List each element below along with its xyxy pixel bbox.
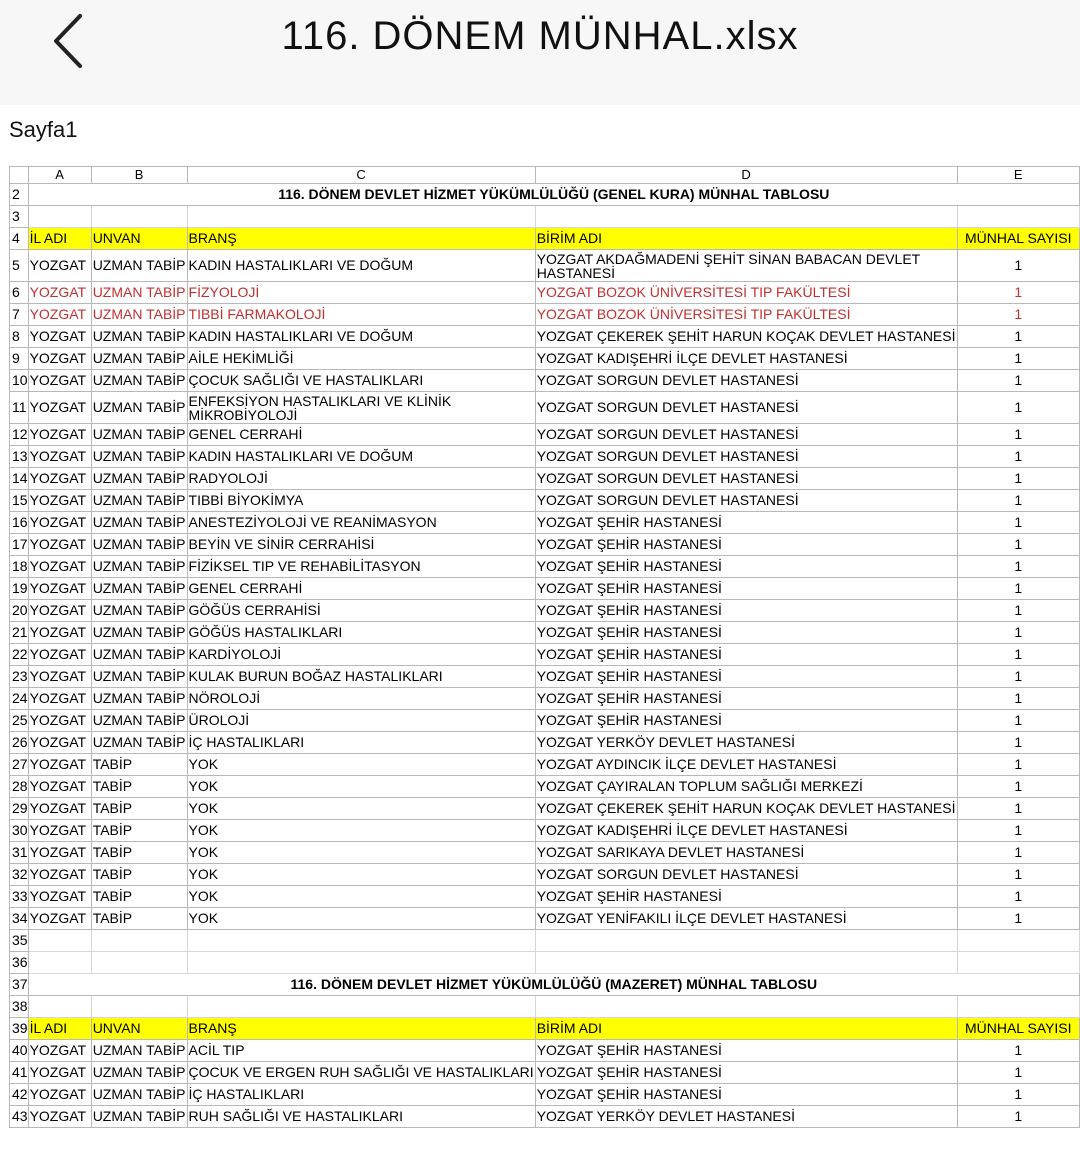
cell-munhal-sayisi[interactable]: 1 [957, 710, 1080, 732]
column-title-cell[interactable]: MÜNHAL SAYISI [957, 1018, 1080, 1040]
row-number[interactable]: 32 [10, 864, 29, 886]
cell-brans[interactable]: YOK [187, 820, 535, 842]
cell-unvan[interactable]: TABİP [91, 820, 187, 842]
cell-il-adi[interactable]: YOZGAT [28, 304, 91, 326]
cell-unvan[interactable]: UZMAN TABİP [91, 392, 187, 424]
row-number[interactable]: 9 [10, 348, 29, 370]
cell-birim-adi[interactable]: YOZGAT ŞEHİR HASTANESİ [535, 644, 957, 666]
cell-birim-adi[interactable]: YOZGAT SORGUN DEVLET HASTANESİ [535, 392, 957, 424]
cell-munhal-sayisi[interactable]: 1 [957, 556, 1080, 578]
cell-munhal-sayisi[interactable]: 1 [957, 688, 1080, 710]
row-number[interactable]: 41 [10, 1062, 29, 1084]
cell-unvan[interactable]: UZMAN TABİP [91, 732, 187, 754]
row-number[interactable]: 25 [10, 710, 29, 732]
cell-brans[interactable]: ENFEKSİYON HASTALIKLARI VE KLİNİK MİKROBİYOLOJİ [187, 392, 535, 424]
cell-birim-adi[interactable]: YOZGAT SORGUN DEVLET HASTANESİ [535, 370, 957, 392]
cell-brans[interactable]: GÖĞÜS HASTALIKLARI [187, 622, 535, 644]
cell-birim-adi[interactable]: YOZGAT BOZOK ÜNİVERSİTESİ TIP FAKÜLTESİ [535, 282, 957, 304]
cell-munhal-sayisi[interactable]: 1 [957, 864, 1080, 886]
cell-il-adi[interactable]: YOZGAT [28, 842, 91, 864]
row-number[interactable]: 24 [10, 688, 29, 710]
cell-munhal-sayisi[interactable]: 1 [957, 886, 1080, 908]
table-row [10, 578, 1080, 600]
cell-il-adi[interactable]: YOZGAT [28, 710, 91, 732]
cell-birim-adi[interactable]: YOZGAT ŞEHİR HASTANESİ [535, 622, 957, 644]
cell-munhal-sayisi[interactable]: 1 [957, 666, 1080, 688]
empty-cell[interactable] [28, 930, 91, 952]
cell-birim-adi[interactable]: YOZGAT ŞEHİR HASTANESİ [535, 600, 957, 622]
empty-cell[interactable] [957, 996, 1080, 1018]
cell-brans[interactable]: YOK [187, 798, 535, 820]
table-row [10, 1062, 1080, 1084]
table-row [10, 710, 1080, 732]
cell-munhal-sayisi[interactable]: 1 [957, 392, 1080, 424]
empty-cell[interactable] [187, 206, 535, 228]
header-row [10, 1018, 1080, 1040]
cell-birim-adi[interactable]: YOZGAT SARIKAYA DEVLET HASTANESİ [535, 842, 957, 864]
empty-cell[interactable] [535, 952, 957, 974]
table-row [10, 556, 1080, 578]
cell-munhal-sayisi[interactable]: 1 [957, 446, 1080, 468]
row-number[interactable]: 19 [10, 578, 29, 600]
row-number[interactable]: 26 [10, 732, 29, 754]
cell-brans[interactable]: ÇOCUK VE ERGEN RUH SAĞLIĞI VE HASTALIKLARI [187, 1062, 535, 1084]
cell-unvan[interactable]: TABİP [91, 798, 187, 820]
cell-brans[interactable]: RADYOLOJİ [187, 468, 535, 490]
row-number[interactable]: 30 [10, 820, 29, 842]
cell-brans[interactable]: KADIN HASTALIKLARI VE DOĞUM [187, 446, 535, 468]
row-number[interactable]: 5 [10, 250, 29, 282]
cell-brans[interactable]: TIBBİ FARMAKOLOJİ [187, 304, 535, 326]
table-row [10, 304, 1080, 326]
cell-il-adi[interactable]: YOZGAT [28, 1084, 91, 1106]
table-row [10, 468, 1080, 490]
column-header[interactable]: B [91, 167, 187, 184]
cell-birim-adi[interactable]: YOZGAT ŞEHİR HASTANESİ [535, 1062, 957, 1084]
cell-il-adi[interactable]: YOZGAT [28, 370, 91, 392]
cell-il-adi[interactable]: YOZGAT [28, 798, 91, 820]
row-number[interactable]: 18 [10, 556, 29, 578]
table-row [10, 534, 1080, 556]
cell-munhal-sayisi[interactable]: 1 [957, 776, 1080, 798]
empty-cell[interactable] [187, 996, 535, 1018]
corner-cell [10, 167, 29, 184]
cell-unvan[interactable]: UZMAN TABİP [91, 600, 187, 622]
empty-cell[interactable] [957, 952, 1080, 974]
cell-brans[interactable]: AİLE HEKİMLİĞİ [187, 348, 535, 370]
header-row [10, 228, 1080, 250]
empty-cell[interactable] [91, 996, 187, 1018]
cell-unvan[interactable]: UZMAN TABİP [91, 1040, 187, 1062]
empty-cell[interactable] [535, 996, 957, 1018]
cell-munhal-sayisi[interactable]: 1 [957, 1106, 1080, 1128]
cell-birim-adi[interactable]: YOZGAT KADIŞEHRİ İLÇE DEVLET HASTANESİ [535, 348, 957, 370]
cell-il-adi[interactable]: YOZGAT [28, 250, 91, 282]
cell-il-adi[interactable]: YOZGAT [28, 600, 91, 622]
cell-unvan[interactable]: UZMAN TABİP [91, 622, 187, 644]
cell-unvan[interactable]: UZMAN TABİP [91, 512, 187, 534]
cell-birim-adi[interactable]: YOZGAT AKDAĞMADENİ ŞEHİT SİNAN BABACAN DEVLET HASTANESİ [535, 250, 957, 282]
cell-il-adi[interactable]: YOZGAT [28, 392, 91, 424]
cell-munhal-sayisi[interactable]: 1 [957, 732, 1080, 754]
row-number[interactable]: 17 [10, 534, 29, 556]
cell-munhal-sayisi[interactable]: 1 [957, 1062, 1080, 1084]
cell-il-adi[interactable]: YOZGAT [28, 1040, 91, 1062]
cell-brans[interactable]: ÇOCUK SAĞLIĞI VE HASTALIKLARI [187, 370, 535, 392]
cell-il-adi[interactable]: YOZGAT [28, 446, 91, 468]
table-title-row [10, 974, 1080, 996]
cell-munhal-sayisi[interactable]: 1 [957, 842, 1080, 864]
spreadsheet-grid[interactable] [9, 166, 1080, 1128]
cell-brans[interactable]: FİZYOLOJİ [187, 282, 535, 304]
row-number[interactable]: 23 [10, 666, 29, 688]
row-number[interactable]: 29 [10, 798, 29, 820]
cell-brans[interactable]: NÖROLOJİ [187, 688, 535, 710]
column-title-cell[interactable]: BİRİM ADI [535, 228, 957, 250]
cell-unvan[interactable]: UZMAN TABİP [91, 326, 187, 348]
table-row [10, 282, 1080, 304]
cell-il-adi[interactable]: YOZGAT [28, 886, 91, 908]
empty-cell[interactable] [535, 206, 957, 228]
table-row [10, 1040, 1080, 1062]
cell-birim-adi[interactable]: YOZGAT ÇAYIRALAN TOPLUM SAĞLIĞI MERKEZİ [535, 776, 957, 798]
cell-il-adi[interactable]: YOZGAT [28, 732, 91, 754]
row-number[interactable]: 31 [10, 842, 29, 864]
cell-brans[interactable]: FİZİKSEL TIP VE REHABİLİTASYON [187, 556, 535, 578]
cell-birim-adi[interactable]: YOZGAT ÇEKEREK ŞEHİT HARUN KOÇAK DEVLET HASTANESİ [535, 798, 957, 820]
cell-brans[interactable]: YOK [187, 842, 535, 864]
row-number[interactable]: 7 [10, 304, 29, 326]
sheet-tab-label[interactable]: Sayfa1 [9, 117, 78, 142]
table-row [10, 754, 1080, 776]
cell-birim-adi[interactable]: YOZGAT ŞEHİR HASTANESİ [535, 688, 957, 710]
column-header[interactable]: E [957, 167, 1080, 184]
empty-cell[interactable] [91, 952, 187, 974]
table-row [10, 446, 1080, 468]
column-title-cell[interactable]: UNVAN [91, 1018, 187, 1040]
cell-unvan[interactable]: UZMAN TABİP [91, 250, 187, 282]
row-number[interactable]: 43 [10, 1106, 29, 1128]
table-row [10, 864, 1080, 886]
cell-il-adi[interactable]: YOZGAT [28, 908, 91, 930]
cell-brans[interactable]: KADIN HASTALIKLARI VE DOĞUM [187, 326, 535, 348]
cell-birim-adi[interactable]: YOZGAT SORGUN DEVLET HASTANESİ [535, 424, 957, 446]
table-title-row [10, 184, 1080, 206]
cell-il-adi[interactable]: YOZGAT [28, 326, 91, 348]
cell-brans[interactable]: KARDİYOLOJİ [187, 644, 535, 666]
top-app-bar [0, 0, 1080, 105]
cell-birim-adi[interactable]: YOZGAT SORGUN DEVLET HASTANESİ [535, 446, 957, 468]
cell-il-adi[interactable]: YOZGAT [28, 534, 91, 556]
row-number[interactable]: 37 [10, 974, 29, 996]
empty-cell[interactable] [28, 206, 91, 228]
column-header[interactable]: C [187, 167, 535, 184]
cell-birim-adi[interactable]: YOZGAT BOZOK ÜNİVERSİTESİ TIP FAKÜLTESİ [535, 304, 957, 326]
cell-il-adi[interactable]: YOZGAT [28, 490, 91, 512]
cell-birim-adi[interactable]: YOZGAT SORGUN DEVLET HASTANESİ [535, 468, 957, 490]
table-row [10, 842, 1080, 864]
cell-munhal-sayisi[interactable]: 1 [957, 468, 1080, 490]
row-number[interactable]: 34 [10, 908, 29, 930]
column-title-cell[interactable]: İL ADI [28, 1018, 91, 1040]
cell-brans[interactable]: RUH SAĞLIĞI VE HASTALIKLARI [187, 1106, 535, 1128]
table-row [10, 776, 1080, 798]
cell-brans[interactable]: İÇ HASTALIKLARI [187, 732, 535, 754]
row-number[interactable]: 14 [10, 468, 29, 490]
cell-brans[interactable]: KADIN HASTALIKLARI VE DOĞUM [187, 250, 535, 282]
cell-unvan[interactable]: UZMAN TABİP [91, 446, 187, 468]
cell-il-adi[interactable]: YOZGAT [28, 754, 91, 776]
cell-munhal-sayisi[interactable]: 1 [957, 644, 1080, 666]
row-number[interactable]: 3 [10, 206, 29, 228]
empty-cell[interactable] [28, 996, 91, 1018]
row-number[interactable]: 16 [10, 512, 29, 534]
cell-unvan[interactable]: TABİP [91, 908, 187, 930]
cell-il-adi[interactable]: YOZGAT [28, 578, 91, 600]
cell-brans[interactable]: GENEL CERRAHİ [187, 424, 535, 446]
cell-munhal-sayisi[interactable]: 1 [957, 908, 1080, 930]
cell-birim-adi[interactable]: YOZGAT YERKÖY DEVLET HASTANESİ [535, 732, 957, 754]
table-row [10, 688, 1080, 710]
cell-munhal-sayisi[interactable]: 1 [957, 622, 1080, 644]
column-title-cell[interactable]: MÜNHAL SAYISI [957, 228, 1080, 250]
cell-unvan[interactable]: TABİP [91, 886, 187, 908]
cell-brans[interactable]: YOK [187, 908, 535, 930]
cell-il-adi[interactable]: YOZGAT [28, 348, 91, 370]
cell-birim-adi[interactable]: YOZGAT ŞEHİR HASTANESİ [535, 1040, 957, 1062]
cell-unvan[interactable]: TABİP [91, 776, 187, 798]
cell-birim-adi[interactable]: YOZGAT SORGUN DEVLET HASTANESİ [535, 490, 957, 512]
empty-cell[interactable] [957, 930, 1080, 952]
row-number[interactable]: 4 [10, 228, 29, 250]
cell-brans[interactable]: İÇ HASTALIKLARI [187, 1084, 535, 1106]
blank-row [10, 930, 1080, 952]
cell-brans[interactable]: YOK [187, 754, 535, 776]
cell-il-adi[interactable]: YOZGAT [28, 468, 91, 490]
cell-il-adi[interactable]: YOZGAT [28, 864, 91, 886]
row-number[interactable]: 27 [10, 754, 29, 776]
cell-munhal-sayisi[interactable]: 1 [957, 1040, 1080, 1062]
table-row [10, 1106, 1080, 1128]
blank-row [10, 996, 1080, 1018]
cell-unvan[interactable]: UZMAN TABİP [91, 556, 187, 578]
cell-birim-adi[interactable]: YOZGAT YERKÖY DEVLET HASTANESİ [535, 1106, 957, 1128]
cell-munhal-sayisi[interactable]: 1 [957, 534, 1080, 556]
cell-il-adi[interactable]: YOZGAT [28, 820, 91, 842]
cell-brans[interactable]: YOK [187, 864, 535, 886]
empty-cell[interactable] [535, 930, 957, 952]
table-row [10, 908, 1080, 930]
cell-il-adi[interactable]: YOZGAT [28, 424, 91, 446]
cell-il-adi[interactable]: YOZGAT [28, 282, 91, 304]
cell-munhal-sayisi[interactable]: 1 [957, 304, 1080, 326]
cell-unvan[interactable]: UZMAN TABİP [91, 666, 187, 688]
table-row [10, 370, 1080, 392]
cell-unvan[interactable]: TABİP [91, 864, 187, 886]
empty-cell[interactable] [91, 206, 187, 228]
table-row [10, 250, 1080, 282]
cell-unvan[interactable]: UZMAN TABİP [91, 534, 187, 556]
row-number[interactable]: 42 [10, 1084, 29, 1106]
column-title-cell[interactable]: BRANŞ [187, 228, 535, 250]
cell-munhal-sayisi[interactable]: 1 [957, 1084, 1080, 1106]
table-row [10, 600, 1080, 622]
cell-unvan[interactable]: UZMAN TABİP [91, 348, 187, 370]
cell-brans[interactable]: GENEL CERRAHİ [187, 578, 535, 600]
cell-unvan[interactable]: UZMAN TABİP [91, 282, 187, 304]
cell-munhal-sayisi[interactable]: 1 [957, 282, 1080, 304]
table-row [10, 326, 1080, 348]
cell-unvan[interactable]: UZMAN TABİP [91, 490, 187, 512]
column-title-cell[interactable]: BRANŞ [187, 1018, 535, 1040]
cell-il-adi[interactable]: YOZGAT [28, 556, 91, 578]
table-row [10, 886, 1080, 908]
cell-birim-adi[interactable]: YOZGAT ŞEHİR HASTANESİ [535, 512, 957, 534]
cell-munhal-sayisi[interactable]: 1 [957, 512, 1080, 534]
cell-il-adi[interactable]: YOZGAT [28, 1062, 91, 1084]
cell-munhal-sayisi[interactable]: 1 [957, 820, 1080, 842]
cell-unvan[interactable]: UZMAN TABİP [91, 578, 187, 600]
cell-birim-adi[interactable]: YOZGAT ŞEHİR HASTANESİ [535, 886, 957, 908]
row-number[interactable]: 22 [10, 644, 29, 666]
cell-il-adi[interactable]: YOZGAT [28, 688, 91, 710]
cell-unvan[interactable]: UZMAN TABİP [91, 424, 187, 446]
row-number[interactable]: 20 [10, 600, 29, 622]
row-number[interactable]: 38 [10, 996, 29, 1018]
cell-unvan[interactable]: UZMAN TABİP [91, 1062, 187, 1084]
table-row [10, 732, 1080, 754]
empty-cell[interactable] [28, 952, 91, 974]
column-header[interactable]: A [28, 167, 91, 184]
table-row [10, 512, 1080, 534]
row-number[interactable]: 40 [10, 1040, 29, 1062]
row-number[interactable]: 12 [10, 424, 29, 446]
row-number[interactable]: 33 [10, 886, 29, 908]
table-row [10, 392, 1080, 424]
row-number[interactable]: 6 [10, 282, 29, 304]
cell-birim-adi[interactable]: YOZGAT SORGUN DEVLET HASTANESİ [535, 864, 957, 886]
table-row [10, 348, 1080, 370]
cell-unvan[interactable]: UZMAN TABİP [91, 370, 187, 392]
table-row [10, 798, 1080, 820]
row-number[interactable]: 28 [10, 776, 29, 798]
cell-birim-adi[interactable]: YOZGAT ŞEHİR HASTANESİ [535, 534, 957, 556]
cell-brans[interactable]: KULAK BURUN BOĞAZ HASTALIKLARI [187, 666, 535, 688]
column-title-cell[interactable]: İL ADI [28, 228, 91, 250]
cell-munhal-sayisi[interactable]: 1 [957, 754, 1080, 776]
row-number[interactable]: 21 [10, 622, 29, 644]
cell-il-adi[interactable]: YOZGAT [28, 776, 91, 798]
cell-brans[interactable]: YOK [187, 776, 535, 798]
column-title-cell[interactable]: UNVAN [91, 228, 187, 250]
row-number[interactable]: 36 [10, 952, 29, 974]
row-number[interactable]: 39 [10, 1018, 29, 1040]
table-row [10, 666, 1080, 688]
cell-birim-adi[interactable]: YOZGAT ŞEHİR HASTANESİ [535, 710, 957, 732]
cell-unvan[interactable]: UZMAN TABİP [91, 468, 187, 490]
table-row [10, 622, 1080, 644]
empty-cell[interactable] [957, 206, 1080, 228]
cell-munhal-sayisi[interactable]: 1 [957, 326, 1080, 348]
cell-brans[interactable]: YOK [187, 886, 535, 908]
row-number[interactable]: 8 [10, 326, 29, 348]
cell-birim-adi[interactable]: YOZGAT YENİFAKILI İLÇE DEVLET HASTANESİ [535, 908, 957, 930]
cell-birim-adi[interactable]: YOZGAT ŞEHİR HASTANESİ [535, 556, 957, 578]
blank-row [10, 206, 1080, 228]
row-number[interactable]: 10 [10, 370, 29, 392]
row-number[interactable]: 2 [10, 184, 29, 206]
empty-cell[interactable] [187, 930, 535, 952]
cell-brans[interactable]: TIBBİ BİYOKİMYA [187, 490, 535, 512]
row-number[interactable]: 13 [10, 446, 29, 468]
cell-munhal-sayisi[interactable]: 1 [957, 424, 1080, 446]
cell-munhal-sayisi[interactable]: 1 [957, 578, 1080, 600]
row-number[interactable]: 15 [10, 490, 29, 512]
table-row [10, 1084, 1080, 1106]
blank-row [10, 952, 1080, 974]
table-row [10, 424, 1080, 446]
cell-birim-adi[interactable]: YOZGAT ÇEKEREK ŞEHİT HARUN KOÇAK DEVLET HASTANESİ [535, 326, 957, 348]
cell-brans[interactable]: ACİL TIP [187, 1040, 535, 1062]
cell-brans[interactable]: BEYİN VE SİNİR CERRAHİSİ [187, 534, 535, 556]
column-title-cell[interactable]: BİRİM ADI [535, 1018, 957, 1040]
cell-il-adi[interactable]: YOZGAT [28, 644, 91, 666]
cell-unvan[interactable]: UZMAN TABİP [91, 1084, 187, 1106]
table-title-cell[interactable]: 116. DÖNEM DEVLET HİZMET YÜKÜMLÜLÜĞÜ (MAZERET) MÜNHAL TABLOSU [28, 974, 1079, 996]
cell-unvan[interactable]: UZMAN TABİP [91, 644, 187, 666]
cell-munhal-sayisi[interactable]: 1 [957, 250, 1080, 282]
table-row [10, 644, 1080, 666]
empty-cell[interactable] [187, 952, 535, 974]
cell-munhal-sayisi[interactable]: 1 [957, 490, 1080, 512]
cell-birim-adi[interactable]: YOZGAT ŞEHİR HASTANESİ [535, 666, 957, 688]
cell-munhal-sayisi[interactable]: 1 [957, 600, 1080, 622]
cell-brans[interactable]: ÜROLOJİ [187, 710, 535, 732]
cell-unvan[interactable]: UZMAN TABİP [91, 304, 187, 326]
column-header[interactable]: D [535, 167, 957, 184]
cell-unvan[interactable]: TABİP [91, 842, 187, 864]
table-row [10, 490, 1080, 512]
cell-unvan[interactable]: TABİP [91, 754, 187, 776]
cell-il-adi[interactable]: YOZGAT [28, 666, 91, 688]
cell-brans[interactable]: GÖĞÜS CERRAHİSİ [187, 600, 535, 622]
row-number[interactable]: 11 [10, 392, 29, 424]
file-title: 116. DÖNEM MÜNHAL.xlsx [281, 14, 799, 58]
row-number[interactable]: 35 [10, 930, 29, 952]
cell-birim-adi[interactable]: YOZGAT AYDINCIK İLÇE DEVLET HASTANESİ [535, 754, 957, 776]
cell-il-adi[interactable]: YOZGAT [28, 622, 91, 644]
empty-cell[interactable] [91, 930, 187, 952]
cell-unvan[interactable]: UZMAN TABİP [91, 1106, 187, 1128]
table-title-cell[interactable]: 116. DÖNEM DEVLET HİZMET YÜKÜMLÜLÜĞÜ (GENEL KURA) MÜNHAL TABLOSU [28, 184, 1079, 206]
cell-il-adi[interactable]: YOZGAT [28, 1106, 91, 1128]
cell-brans[interactable]: ANESTEZİYOLOJİ VE REANİMASYON [187, 512, 535, 534]
cell-unvan[interactable]: UZMAN TABİP [91, 710, 187, 732]
cell-il-adi[interactable]: YOZGAT [28, 512, 91, 534]
cell-munhal-sayisi[interactable]: 1 [957, 798, 1080, 820]
cell-birim-adi[interactable]: YOZGAT KADIŞEHRİ İLÇE DEVLET HASTANESİ [535, 820, 957, 842]
table-row [10, 820, 1080, 842]
cell-birim-adi[interactable]: YOZGAT ŞEHİR HASTANESİ [535, 1084, 957, 1106]
cell-birim-adi[interactable]: YOZGAT ŞEHİR HASTANESİ [535, 578, 957, 600]
cell-unvan[interactable]: UZMAN TABİP [91, 688, 187, 710]
column-header-row [10, 167, 1080, 184]
cell-munhal-sayisi[interactable]: 1 [957, 348, 1080, 370]
cell-munhal-sayisi[interactable]: 1 [957, 370, 1080, 392]
